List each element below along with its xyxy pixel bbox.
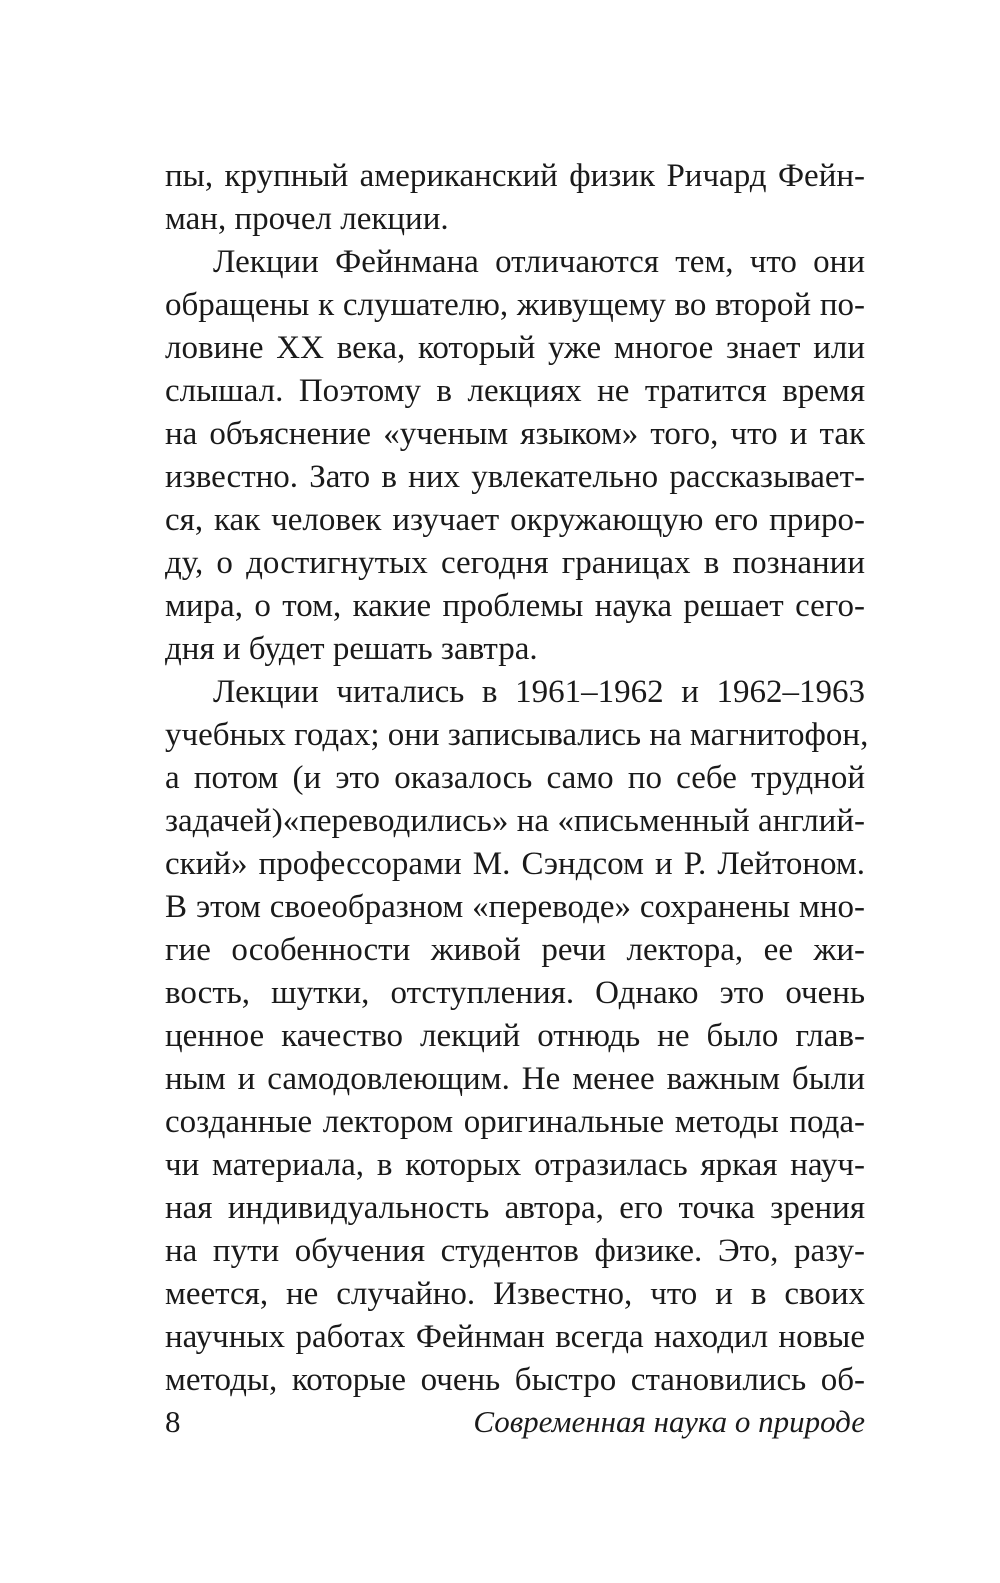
- text-line: мира, о том, какие проблемы наука решает сего-: [165, 588, 865, 624]
- text-line: ная индивидуальность автора, его точка зрения: [165, 1190, 865, 1226]
- text-line: на объяснение «ученым языком» того, что и так: [165, 416, 865, 452]
- text-line: а потом (и это оказалось само по себе трудной: [165, 760, 865, 796]
- text-line: учебных годах; они записывались на магнитофон,: [165, 717, 869, 753]
- text-line: методы, которые очень быстро становились об-: [165, 1362, 865, 1398]
- text-line: чи материала, в которых отразилась яркая науч-: [165, 1147, 865, 1183]
- text-line: ловине XX века, который уже многое знает или: [165, 330, 865, 366]
- text-line: вость, шутки, отступления. Однако это очень: [165, 975, 865, 1011]
- text-line: на пути обучения студентов физике. Это, разу-: [165, 1233, 865, 1269]
- text-line: ценное качество лекций отнюдь не было глав-: [165, 1018, 865, 1054]
- text-line: ман, прочел лекции.: [165, 201, 449, 237]
- text-line: В этом своеобразном «переводе» сохранены мно-: [165, 889, 865, 925]
- page-number: 8: [165, 1404, 181, 1439]
- text-line: задачей)«переводились» на «письменный англий-: [165, 803, 865, 839]
- text-line: ду, о достигнутых сегодня границах в познании: [165, 545, 865, 581]
- text-line: гие особенности живой речи лектора, ее жи-: [165, 932, 865, 968]
- text-line: ся, как человек изучает окружающую его приро-: [165, 502, 865, 538]
- text-line: обращены к слушателю, живущему во второй по-: [165, 287, 865, 323]
- text-line: дня и будет решать завтра.: [165, 631, 538, 667]
- text-line: ным и самодовлеющим. Не менее важным были: [165, 1061, 865, 1097]
- text-line: Лекции Фейнмана отличаются тем, что они: [213, 244, 865, 280]
- text-line: известно. Зато в них увлекательно рассказывает-: [165, 459, 865, 495]
- text-line: научных работах Фейнман всегда находил новые: [165, 1319, 865, 1355]
- text-line: Лекции читались в 1961–1962 и 1962–1963: [213, 674, 865, 710]
- text-line: ский» профессорами М. Сэндсом и Р. Лейтоном.: [165, 846, 865, 882]
- text-line: пы, крупный американский физик Ричард Фейн-: [165, 158, 865, 194]
- text-line: меется, не случайно. Известно, что и в своих: [165, 1276, 865, 1312]
- text-line: слышал. Поэтому в лекциях не тратится время: [165, 373, 865, 409]
- text-line: созданные лектором оригинальные методы пода-: [165, 1104, 865, 1140]
- running-title: Современная наука о природе: [473, 1404, 865, 1439]
